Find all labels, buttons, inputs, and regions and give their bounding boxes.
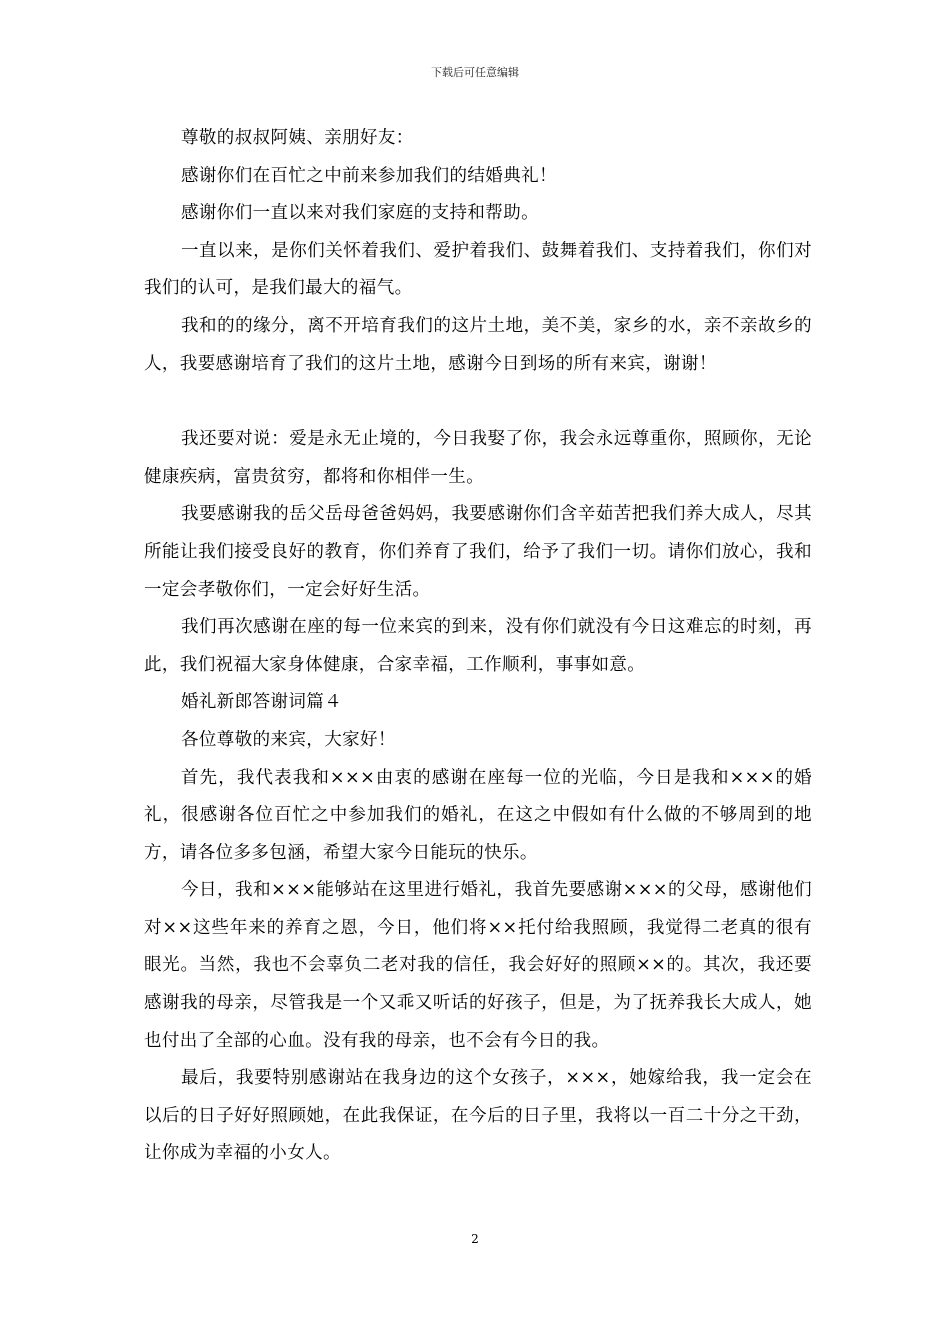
paragraph-thanks-attendance: 感谢你们在百忙之中前来参加我们的结婚典礼！ (181, 165, 557, 186)
paragraph-welcome: 首先，我代表我和×××由衷的感谢在座每一位的光临，今日是我和×××的婚礼，很感谢各位百忙之中参加我们的婚礼，在这之中假如有什么做的不够周到的地方，请各位多多包涵，希望大家今日能玩的快乐。 (144, 767, 812, 863)
page-number: 2 (471, 1232, 479, 1246)
paragraph-thanks-in-laws: 今日，我和×××能够站在这里进行婚礼，我首先要感谢×××的父母，感谢他们对××这些年来的养育之恩，今日，他们将××托付给我照顾，我觉得二老真的很有眼光。当然，我也不会辜负二老对我的信任，我会好好的照顾××的。其次，我还要感谢我的母亲，尽管我是一个又乖又听话的好孩子，但是，为了抚养我长大成人，她也付出了全部的心血。没有我的母亲，也不会有今日的我。 (144, 880, 812, 1051)
paragraph-vow: 我还要对说：爱是永无止境的，今日我娶了你，我会永远尊重你，照顾你，无论健康疾病，富贵贫穷，都将和你相伴一生。 (144, 429, 812, 487)
paragraph-salutation: 各位尊敬的来宾，大家好！ (181, 729, 396, 750)
paragraph-thanks-support: 感谢你们一直以来对我们家庭的支持和帮助。 (181, 203, 539, 224)
page-header: 下载后可任意编辑 (431, 66, 519, 79)
section-heading: 婚礼新郎答谢词篇４ (181, 692, 343, 713)
paragraph-greeting: 尊敬的叔叔阿姨、亲朋好友： (181, 128, 414, 148)
paragraph-care: 一直以来，是你们关怀着我们、爱护着我们、鼓舞着我们、支持着我们，你们对我们的认可，是我们最大的福气。 (144, 240, 812, 299)
paragraph-thanks-parents: 我要感谢我的岳父岳母爸爸妈妈，我要感谢你们含辛茹苦把我们养大成人，尽其所能让我们接受良好的教育，你们养育了我们，给予了我们一切。请你们放心，我和一定会孝敬你们，一定会好好生活。 (144, 504, 812, 600)
document-body (144, 120, 812, 1173)
paragraph-promise: 最后，我要特别感谢站在我身边的这个女孩子，×××，她嫁给我，我一定会在以后的日子好好照顾她，在此我保证，在今后的日子里，我将以一百二十分之干劲，让你成为幸福的小女人。 (144, 1068, 812, 1164)
paragraph-gap (144, 383, 812, 421)
paragraph-closing-wishes: 我们再次感谢在座的每一位来宾的到来，没有你们就没有今日这难忘的时刻，再此，我们祝福大家身体健康，合家幸福，工作顺利，事事如意。 (144, 617, 812, 675)
paragraph-hometown: 我和的的缘分，离不开培育我们的这片土地，美不美，家乡的水，亲不亲故乡的人，我要感谢培育了我们的这片土地，感谢今日到场的所有来宾，谢谢！ (144, 315, 812, 374)
